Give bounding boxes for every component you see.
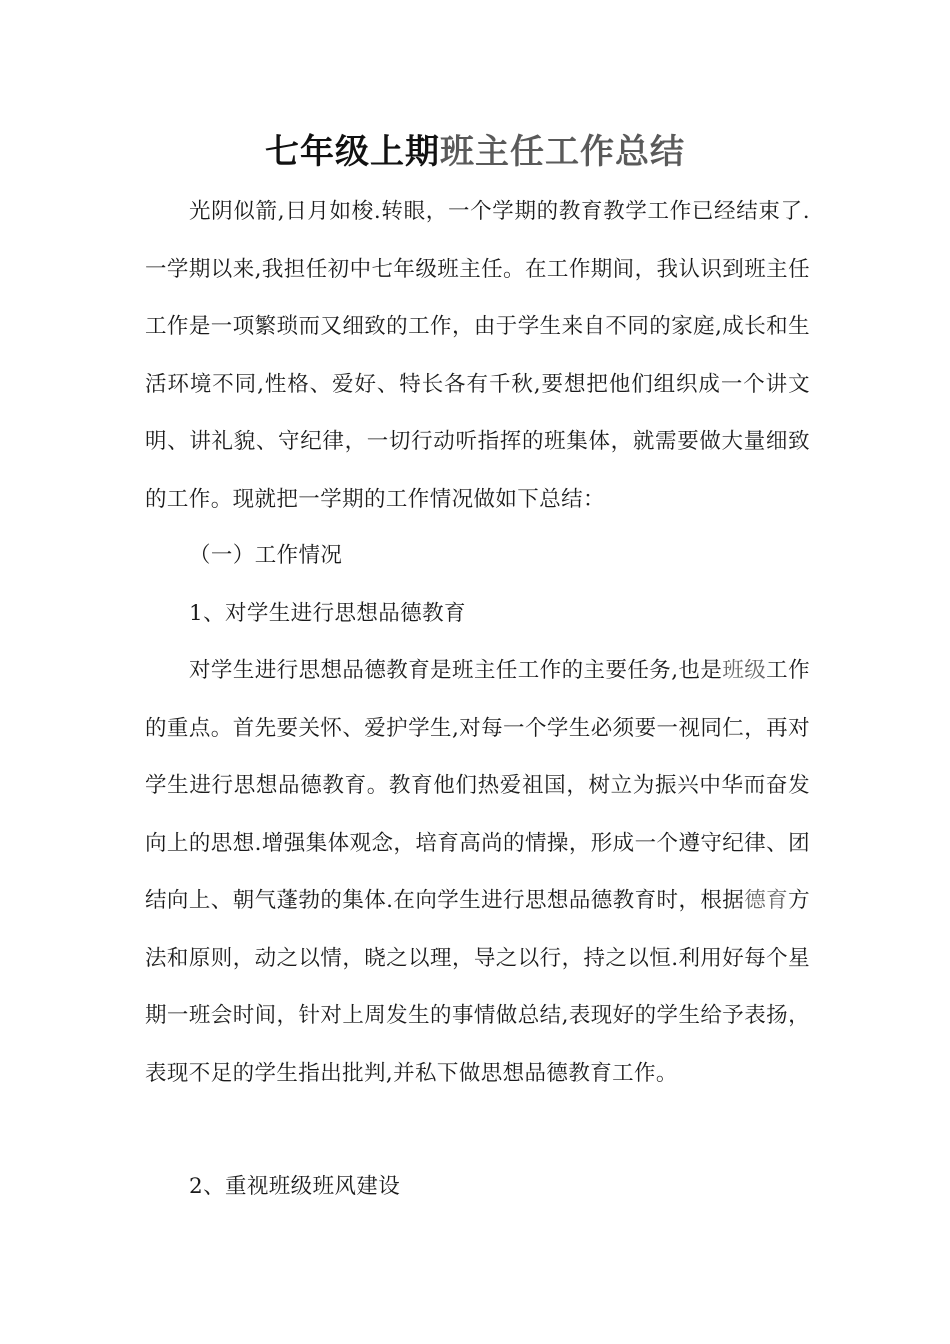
moral-text-part3: 方法和原则，动之以情，晓之以理，导之以行，持之以恒.利用好每个星期一班会时间，针对上周发生的事情做总结,表现好的学生给予表扬，表现不足的学生指出批判,并私下做思想品德教育工作。 [145,888,810,1086]
moral-text-part1: 对学生进行思想品德教育是班主任工作的主要任务,也是 [189,658,723,683]
section-heading-work-status: （一）工作情况 [189,543,343,568]
document-title [0,128,950,176]
subheading-class-culture: 2、重视班级班风建设 [189,1174,401,1199]
subheading-moral-education: 1、对学生进行思想品德教育 [189,601,466,626]
intro-paragraph: 光阴似箭,日月如梭.转眼，一个学期的教育教学工作已经结束了.一学期以来,我担任初中七年级班主任。在工作期间，我认识到班主任工作是一项繁琐而又细致的工作，由于学生来自不同的家庭,成长和生活环境不同,性格、爱好、特长各有千秋,要想把他们组织成一个讲文明、讲礼貌、守纪律，一切行动听指挥的班集体，就需要做大量细致的工作。现就把一学期的工作情况做如下总结： [145,199,810,512]
title-main: 七年级上期 [265,132,440,172]
keyword-link-class[interactable]: 班级 [722,658,767,683]
keyword-link-moral-education[interactable]: 德育 [744,888,789,913]
moral-education-paragraph [145,642,810,1102]
title-rest: 班主任工作总结 [440,132,685,172]
moral-text-part2: 工作的重点。首先要关怀、爱护学生,对每一个学生必须要一视同仁，再对学生进行思想品德教育。教育他们热爱祖国，树立为振兴中华而奋发向上的思想.增强集体观念，培育高尚的情操，形成一个遵守纪律、团结向上、朝气蓬勃的集体.在向学生进行思想品德教育时，根据 [145,658,810,913]
